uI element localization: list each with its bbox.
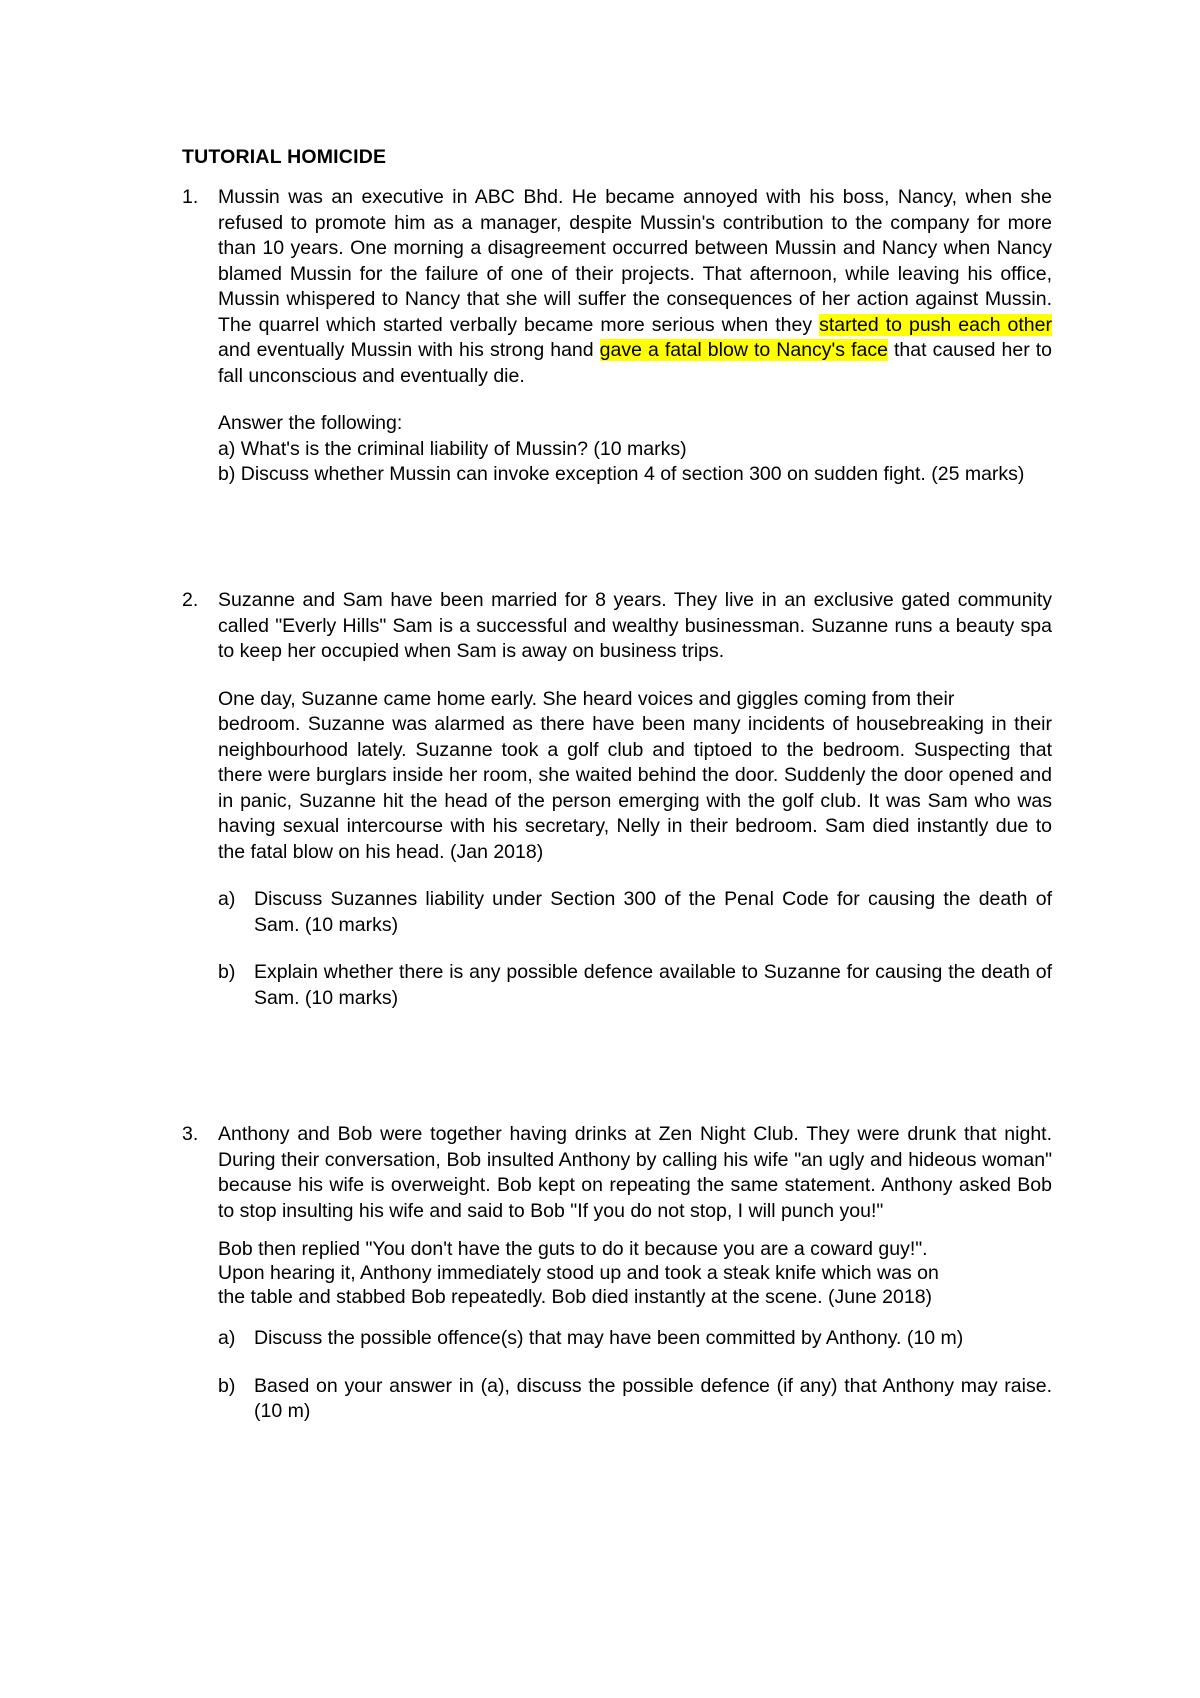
sub-text: Discuss Suzannes liability under Section 300 of the Penal Code for causing the death of Sam. (10 marks)	[254, 888, 1052, 936]
highlight-fatal-blow: gave a fatal blow to Nancy's face	[599, 339, 888, 361]
question-2a	[218, 887, 1052, 938]
question-1-scenario	[218, 185, 1052, 389]
question-3-scenario-2-line2: Upon hearing it, Anthony immediately stood up and took a steak knife which was on	[218, 1262, 939, 1284]
sub-text: Based on your answer in (a), discuss the possible defence (if any) that Anthony may raise. (10 m)	[254, 1374, 1052, 1422]
sub-label: a)	[218, 888, 236, 910]
sub-text: Explain whether there is any possible defence available to Suzanne for causing the death of Sam. (10 marks)	[254, 961, 1052, 1009]
question-body	[218, 185, 1052, 488]
question-2-scenario-1: Suzanne and Sam have been married for 8 years. They live in an exclusive gated community called "Everly Hills" Sam is a successful and wealthy businessman. Suzanne runs a beauty spa to keep her occupied when Sam is away on business trips.	[218, 589, 1052, 662]
question-1a: a) What's is the criminal liability of Mussin? (10 marks)	[218, 437, 687, 460]
question-number: 2.	[182, 589, 199, 611]
sub-label: b)	[218, 961, 236, 983]
document-title: TUTORIAL HOMICIDE	[182, 146, 387, 168]
question-3-scenario-2-line3: the table and stabbed Bob repeatedly. Bob died instantly at the scene. (June 2018)	[218, 1286, 933, 1308]
highlight-push: started to push each other	[819, 313, 1052, 336]
question-3	[182, 1122, 1052, 1425]
scenario-text: and eventually Mussin with his strong hand	[218, 339, 600, 361]
question-2-scenario-2-line1: One day, Suzanne came home early. She heard voices and giggles coming from their	[218, 687, 955, 710]
question-body	[218, 588, 1052, 1011]
question-2	[182, 588, 1052, 1011]
question-3-scenario-2-line1: Bob then replied "You don't have the guts to do it because you are a coward guy!".	[218, 1238, 928, 1260]
scenario-text: Mussin was an executive in ABC Bhd. He became annoyed with his boss, Nancy, when she refused to promote him as a manager, despite Mussin's contribution to the company for more than 10 years. One morning a disagreement occurred between Mussin and Nancy when Nancy blamed Mussin for the failure of one of their projects. That afternoon, while leaving his office, Mussin whispered to Nancy that she will suffer the consequences of her action against Mussin. The quarrel which started verbally became more serious when they	[218, 186, 1052, 336]
sub-label: b)	[218, 1374, 236, 1397]
question-number: 1.	[182, 186, 199, 208]
question-2-scenario-2: bedroom. Suzanne was alarmed as there have been many incidents of housebreaking in their neighbourhood lately. Suzanne took a golf club and tiptoed to the bedroom. Suspecting that there were burglars inside her room, she waited behind the door. Suddenly the door opened and in panic, Suzanne hit the head of the person emerging with the golf club. It was Sam who was having sexual intercourse with his secretary, Nelly in their bedroom. Sam died instantly due to the fatal blow on his head. (Jan 2018)	[218, 713, 1052, 863]
scenario-text: that caused her to fall unconscious and eventually die.	[218, 339, 1052, 387]
sub-text: Discuss the possible offence(s) that may have been committed by Anthony. (10 m)	[254, 1327, 964, 1349]
sub-label: a)	[218, 1327, 236, 1349]
question-3b	[218, 1374, 1052, 1425]
question-1	[182, 185, 1052, 488]
question-body	[218, 1122, 1052, 1425]
question-number: 3.	[182, 1123, 199, 1145]
question-1b: b) Discuss whether Mussin can invoke exception 4 of section 300 on sudden fight. (25 marks)	[218, 463, 1025, 485]
question-2b	[218, 960, 1052, 1011]
question-3-scenario-1: Anthony and Bob were together having drinks at Zen Night Club. They were drunk that night. During their conversation, Bob insulted Anthony by calling his wife "an ugly and hideous woman" because his wife is overweight. Bob kept on repeating the same statement. Anthony asked Bob to stop insulting his wife and said to Bob "If you do not stop, I will punch you!"	[218, 1123, 1052, 1222]
question-3a	[218, 1326, 1052, 1352]
answer-intro: Answer the following:	[218, 412, 403, 434]
